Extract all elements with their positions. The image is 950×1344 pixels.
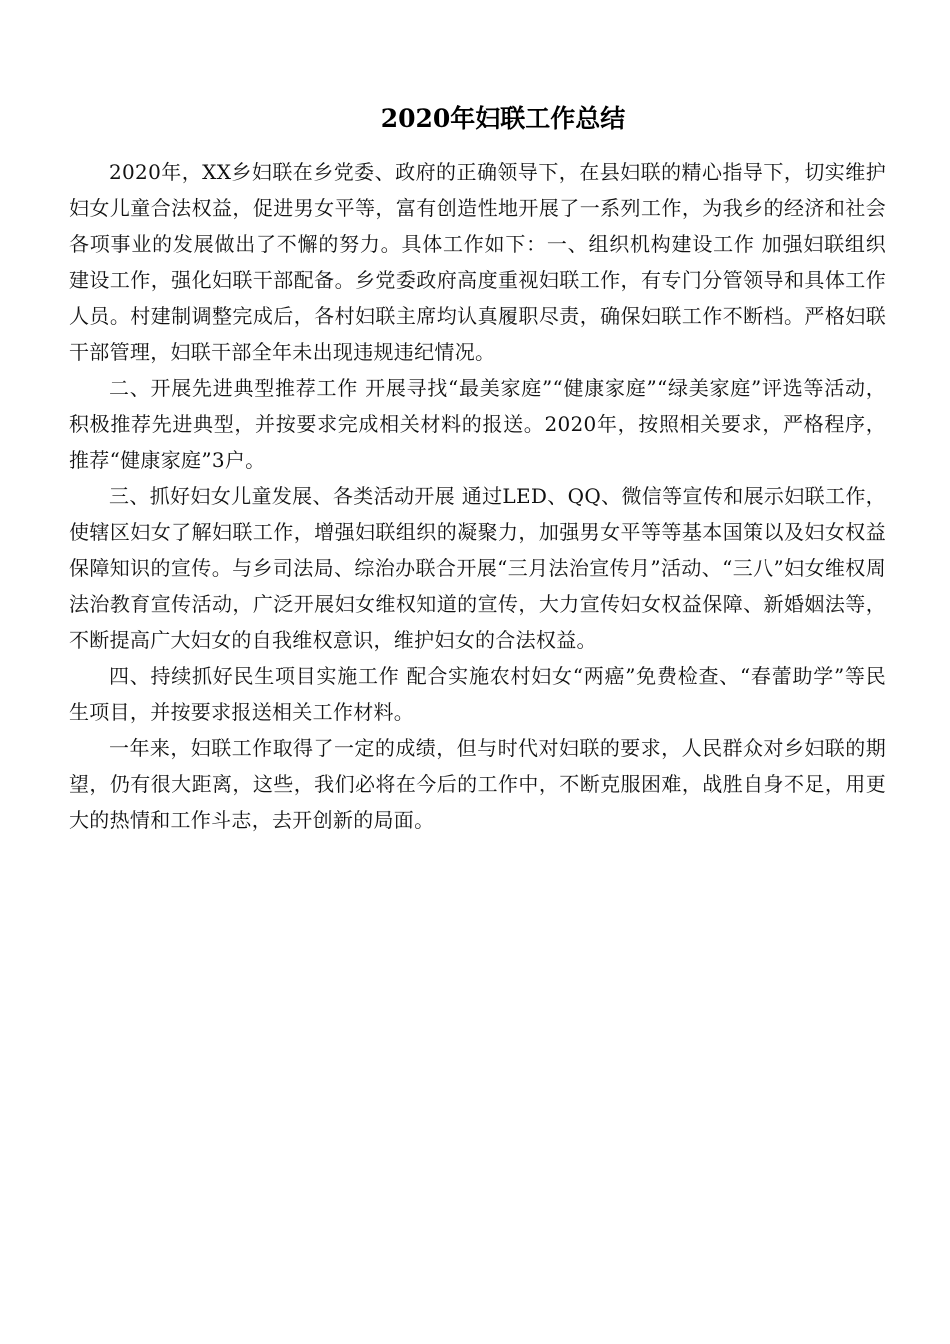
paragraph-livelihood-projects: 四、持续抓好民生项目实施工作 配合实施农村妇女“两癌”免费检查、“春蕾助学”等民生项目，并按要求报送相关工作材料。 xyxy=(69,664,886,724)
paragraph-conclusion: 一年来，妇联工作取得了一定的成绩，但与时代对妇联的要求，人民群众对乡妇联的期望，仍有很大距离，这些，我们必将在今后的工作中，不断克服困难，战胜自身不足，用更大的热情和工作斗志，去开创新的局面。 xyxy=(69,736,886,832)
paragraph-model-recommendation: 二、开展先进典型推荐工作 开展寻找“最美家庭”“健康家庭”“绿美家庭”评选等活动，积极推荐先进典型，并按要求完成相关材料的报送。2020年，按照相关要求，严格程序，推荐“健康家庭”3户。 xyxy=(69,376,886,472)
paragraph-intro-organization: 2020年，XX乡妇联在乡党委、政府的正确领导下，在县妇联的精心指导下，切实维护妇女儿童合法权益，促进男女平等，富有创造性地开展了一系列工作，为我乡的经济和社会各项事业的发展做出了不懈的努力。具体工作如下：一、组织机构建设工作 加强妇联组织建设工作，强化妇联干部配备。乡党委政府高度重视妇联工作，有专门分管领导和具体工作人员。村建制调整完成后，各村妇联主席均认真履职尽责，确保妇联工作不断档。严格妇联干部管理，妇联干部全年未出现违规违纪情况。 xyxy=(69,160,886,364)
paragraph-women-children-development: 三、抓好妇女儿童发展、各类活动开展 通过LED、QQ、微信等宣传和展示妇联工作，使辖区妇女了解妇联工作，增强妇联组织的凝聚力，加强男女平等等基本国策以及妇女权益保障知识的宣传。与乡司法局、综治办联合开展“三月法治宣传月”活动、“三八”妇女维权周法治教育宣传活动，广泛开展妇女维权知道的宣传，大力宣传妇女权益保障、新婚姻法等，不断提高广大妇女的自我维权意识，维护妇女的合法权益。 xyxy=(69,484,886,652)
document-body xyxy=(69,154,886,838)
document-title: 2020年妇联工作总结 xyxy=(380,104,626,133)
